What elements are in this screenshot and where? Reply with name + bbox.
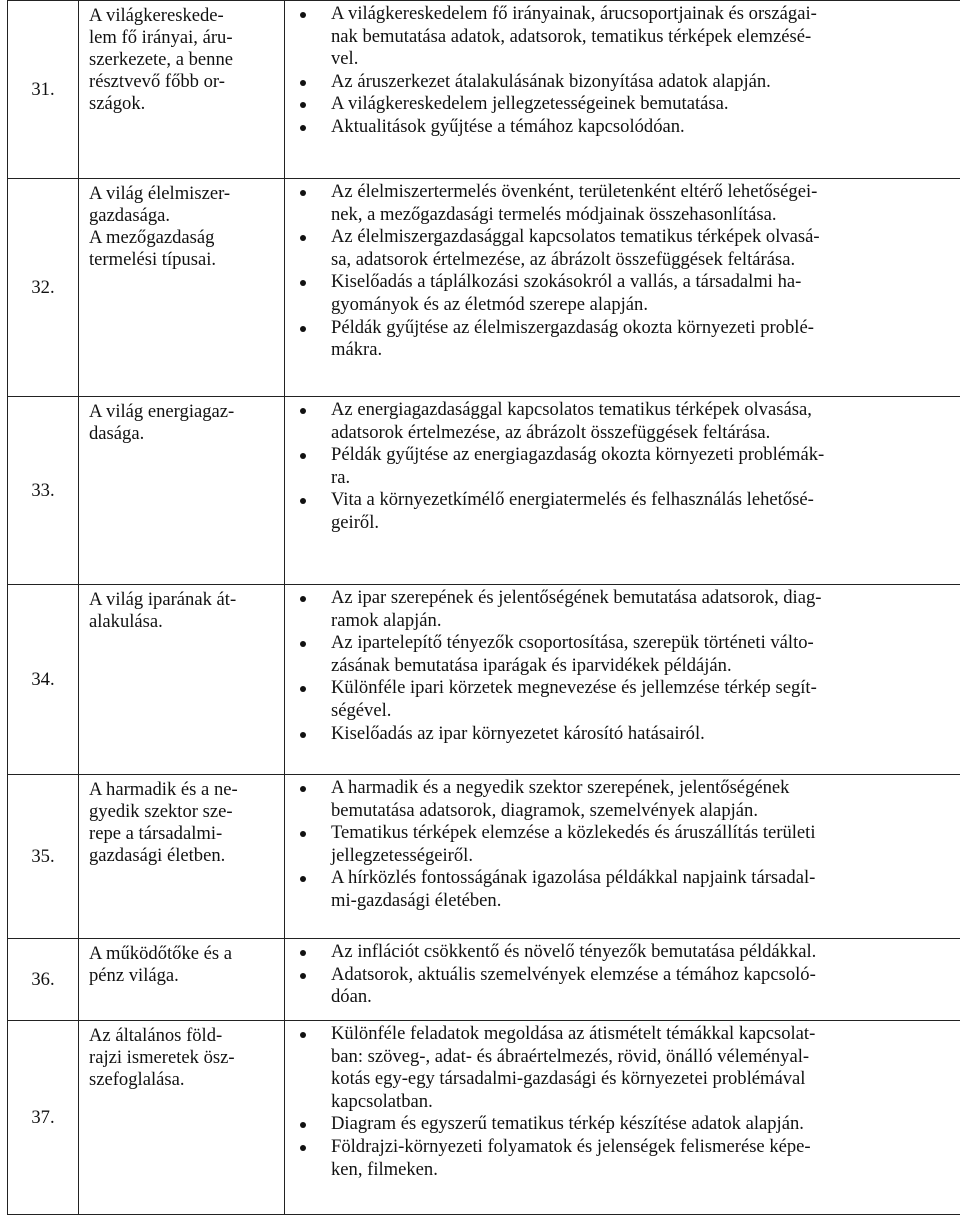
goal-item [285, 3, 958, 71]
goal-item [285, 822, 958, 867]
table-row [8, 775, 960, 939]
bullet-icon [300, 1122, 306, 1128]
goal-line: geiről. [331, 512, 958, 535]
goal-line: A harmadik és a negyedik szektor szerepének, jelentőségének [331, 777, 958, 800]
goal-line: mi-gazdasági életében. [331, 890, 958, 913]
goal-list [285, 3, 958, 139]
topic-line: dasága. [89, 423, 280, 445]
goal-line: zásának bemutatása iparágak és iparvidékek példáján. [331, 655, 958, 678]
topic-line: Az általános föld- [89, 1025, 280, 1047]
bullet-icon [300, 686, 306, 692]
bullet-icon [300, 786, 306, 792]
goal-line: ramok alapján. [331, 610, 958, 633]
topic-line: gazdasági életben. [89, 845, 280, 867]
goal-line: gyományok és az életmód szerepe alapján. [331, 294, 958, 317]
bullet-icon [300, 1032, 306, 1038]
goal-item [285, 317, 958, 362]
goal-item [285, 632, 958, 677]
topic-line: A világ energiagaz- [89, 401, 280, 423]
lesson-number: 33. [8, 397, 79, 585]
goal-item [285, 181, 958, 226]
lesson-number: 34. [8, 585, 79, 775]
topic-line: szefoglalása. [89, 1069, 280, 1091]
bullet-icon [300, 732, 306, 738]
lesson-number: 37. [8, 1021, 79, 1215]
topic-line: rajzi ismeretek ösz- [89, 1047, 280, 1069]
topic-line: gyedik szektor sze- [89, 801, 280, 823]
goal-line: Az energiagazdasággal kapcsolatos tematikus térképek olvasása, [331, 399, 958, 422]
topic-line: termelési típusai. [89, 249, 280, 271]
goal-item [285, 1113, 958, 1136]
lesson-topic [79, 585, 285, 775]
goal-line: ban: szöveg-, adat- és ábraértelmezés, rövid, önálló véleményal- [331, 1046, 958, 1069]
lesson-number: 35. [8, 775, 79, 939]
goal-list [285, 181, 958, 362]
bullet-icon [300, 641, 306, 647]
goal-item [285, 777, 958, 822]
bullet-icon [300, 102, 306, 108]
goal-item [285, 71, 958, 94]
lesson-number: 32. [8, 179, 79, 397]
topic-line: A világ élelmiszer- [89, 183, 280, 205]
goal-line: A világkereskedelem jellegzetességeinek bemutatása. [331, 93, 958, 116]
bullet-icon [300, 453, 306, 459]
goal-line: bemutatása adatsorok, diagramok, szemelvények alapján. [331, 800, 958, 823]
lesson-topic [79, 775, 285, 939]
topic-line: repe a társadalmi- [89, 823, 280, 845]
table-row [8, 179, 960, 397]
bullet-icon [300, 12, 306, 18]
bullet-icon [300, 1145, 306, 1151]
bullet-icon [300, 80, 306, 86]
lesson-goals [285, 397, 960, 585]
goal-line: Példák gyűjtése az energiagazdaság okozta környezeti problémák- [331, 444, 958, 467]
topic-line: A világ iparának át- [89, 589, 280, 611]
table-row [8, 585, 960, 775]
topic-line: résztvevő főbb or- [89, 71, 280, 93]
goal-line: nak bemutatása adatok, adatsorok, tematikus térképek elemzésé- [331, 26, 958, 49]
lesson-goals [285, 939, 960, 1021]
goal-line: Adatsorok, aktuális szemelvények elemzése a témához kapcsoló- [331, 964, 958, 987]
bullet-icon [300, 973, 306, 979]
goal-line: Az áruszerkezet átalakulásának bizonyítása adatok alapján. [331, 71, 958, 94]
goal-line: sa, adatsorok értelmezése, az ábrázolt összefüggések feltárása. [331, 249, 958, 272]
topic-line: gazdasága. [89, 205, 280, 227]
topic-line: A harmadik és a ne- [89, 779, 280, 801]
goal-line: Példák gyűjtése az élelmiszergazdaság okozta környezeti problé- [331, 317, 958, 340]
goal-line: ken, filmeken. [331, 1159, 958, 1182]
bullet-icon [300, 125, 306, 131]
goal-item [285, 587, 958, 632]
goal-line: Földrajzi-környezeti folyamatok és jelenségek felismerése képe- [331, 1136, 958, 1159]
lesson-topic [79, 179, 285, 397]
goal-line: Az élelmiszergazdasággal kapcsolatos tematikus térképek olvasá- [331, 226, 958, 249]
goal-list [285, 941, 958, 1009]
goal-item [285, 1136, 958, 1181]
bullet-icon [300, 831, 306, 837]
goal-list [285, 587, 958, 745]
topic-line: A mezőgazdaság [89, 227, 280, 249]
topic-line: pénz világa. [89, 965, 280, 987]
lesson-number: 36. [8, 939, 79, 1021]
table-row [8, 939, 960, 1021]
bullet-icon [300, 235, 306, 241]
goal-line: ra. [331, 467, 958, 490]
goal-list [285, 777, 958, 913]
goal-line: A hírközlés fontosságának igazolása példákkal napjaink társadal- [331, 867, 958, 890]
lesson-topic [79, 397, 285, 585]
goal-line: A világkereskedelem fő irányainak, árucsoportjainak és országai- [331, 3, 958, 26]
lesson-number: 31. [8, 1, 79, 179]
goal-line: Diagram és egyszerű tematikus térkép készítése adatok alapján. [331, 1113, 958, 1136]
goal-line: Kiselőadás a táplálkozási szokásokról a vallás, a társadalmi ha- [331, 271, 958, 294]
table-row [8, 397, 960, 585]
goal-line: dóan. [331, 986, 958, 1009]
goal-item [285, 489, 958, 534]
goal-item [285, 867, 958, 912]
goal-item [285, 226, 958, 271]
goal-list [285, 1023, 958, 1181]
curriculum-table [7, 0, 960, 1215]
bullet-icon [300, 876, 306, 882]
goal-line: Az ipartelepítő tényezők csoportosítása, szerepük történeti válto- [331, 632, 958, 655]
topic-line: szágok. [89, 93, 280, 115]
bullet-icon [300, 326, 306, 332]
goal-line: kotás egy-egy társadalmi-gazdasági és környezetei problémával [331, 1068, 958, 1091]
bullet-icon [300, 190, 306, 196]
goal-line: Az ipar szerepének és jelentőségének bemutatása adatsorok, diag- [331, 587, 958, 610]
goal-line: Különféle feladatok megoldása az átismételt témákkal kapcsolat- [331, 1023, 958, 1046]
goal-item [285, 444, 958, 489]
goal-line: nek, a mezőgazdasági termelés módjainak összehasonlítása. [331, 204, 958, 227]
table-row [8, 1, 960, 179]
lesson-topic [79, 1, 285, 179]
goal-item [285, 723, 958, 746]
bullet-icon [300, 408, 306, 414]
lesson-topic [79, 939, 285, 1021]
goal-line: mákra. [331, 339, 958, 362]
topic-line: A működőtőke és a [89, 943, 280, 965]
goal-item [285, 1023, 958, 1113]
lesson-goals [285, 1, 960, 179]
goal-item [285, 677, 958, 722]
bullet-icon [300, 280, 306, 286]
goal-item [285, 93, 958, 116]
lesson-goals [285, 585, 960, 775]
goal-line: Kiselőadás az ipar környezetet károsító hatásairól. [331, 723, 958, 746]
goal-item [285, 116, 958, 139]
lesson-goals [285, 1021, 960, 1215]
lesson-goals [285, 775, 960, 939]
goal-line: Tematikus térképek elemzése a közlekedés és áruszállítás területi [331, 822, 958, 845]
goal-line: kapcsolatban. [331, 1091, 958, 1114]
topic-line: lem fő irányai, áru- [89, 27, 280, 49]
goal-line: Az inflációt csökkentő és növelő tényezők bemutatása példákkal. [331, 941, 958, 964]
goal-line: Az élelmiszertermelés övenként, területenként eltérő lehetőségei- [331, 181, 958, 204]
goal-line: Aktualitások gyűjtése a témához kapcsolódóan. [331, 116, 958, 139]
topic-line: szerkezete, a benne [89, 49, 280, 71]
goal-line: ségével. [331, 700, 958, 723]
lesson-goals [285, 179, 960, 397]
topic-line: alakulása. [89, 611, 280, 633]
goal-item [285, 399, 958, 444]
lesson-topic [79, 1021, 285, 1215]
table-row [8, 1021, 960, 1215]
bullet-icon [300, 950, 306, 956]
goal-line: Vita a környezetkímélő energiatermelés és felhasználás lehetősé- [331, 489, 958, 512]
goal-line: jellegzetességeiről. [331, 845, 958, 868]
goal-line: vel. [331, 48, 958, 71]
goal-item [285, 964, 958, 1009]
bullet-icon [300, 596, 306, 602]
bullet-icon [300, 498, 306, 504]
goal-item [285, 271, 958, 316]
goal-item [285, 941, 958, 964]
goal-line: Különféle ipari körzetek megnevezése és jellemzése térkép segít- [331, 677, 958, 700]
topic-line: A világkereskede- [89, 5, 280, 27]
goal-list [285, 399, 958, 535]
goal-line: adatsorok értelmezése, az ábrázolt összefüggések feltárása. [331, 422, 958, 445]
